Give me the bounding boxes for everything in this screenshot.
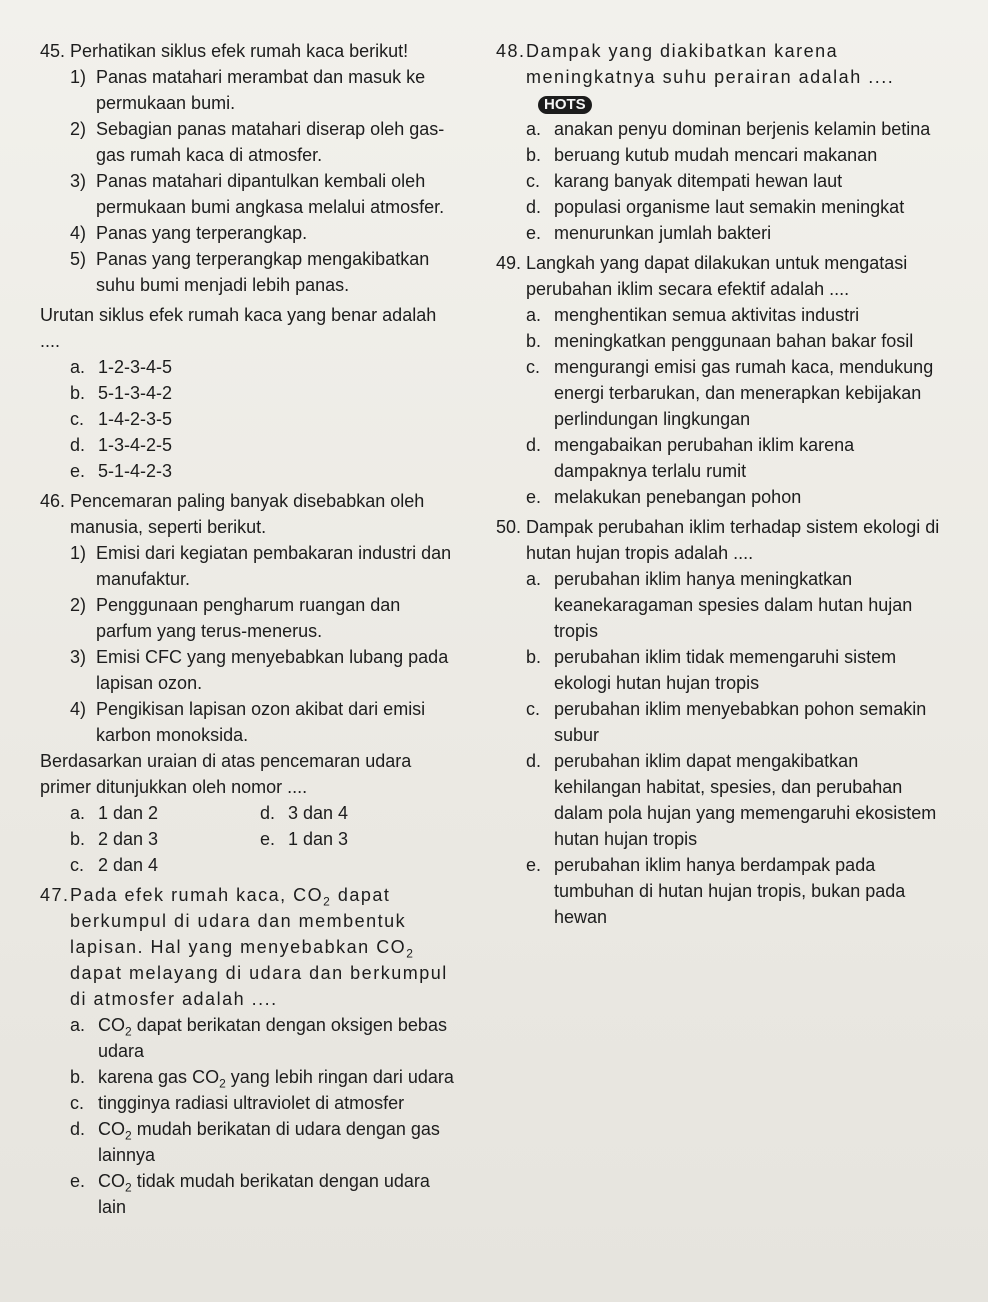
answer-option[interactable]	[260, 826, 450, 852]
answer-option[interactable]	[526, 696, 946, 748]
option-text: populasi organisme laut semakin meningkat	[554, 197, 905, 217]
answer-option[interactable]	[70, 1064, 460, 1090]
co2-formula	[376, 937, 415, 961]
answer-option[interactable]	[70, 800, 260, 826]
option-text: karang banyak ditempati hewan laut	[554, 171, 843, 191]
question-number: 47.	[40, 885, 70, 905]
answer-option[interactable]	[526, 168, 946, 194]
answer-option[interactable]	[70, 1168, 460, 1220]
option-text	[98, 1012, 460, 1064]
option-text	[98, 1116, 460, 1168]
option-text: mengabaikan perubahan iklim karena dampaknya terlalu rumit	[554, 435, 855, 481]
option-text: mengurangi emisi gas rumah kaca, mendukung energi terbarukan, dan menerapkan kebijakan perlindungan lingkungan	[554, 357, 934, 429]
question-stem	[70, 882, 460, 1012]
hots-badge: HOTS	[538, 96, 592, 114]
answer-option[interactable]	[526, 852, 946, 930]
option-key: e.	[526, 487, 542, 507]
answer-option[interactable]	[526, 644, 946, 696]
option-key: b.	[70, 829, 86, 849]
item-number: 2)	[70, 595, 87, 615]
answer-option[interactable]	[526, 484, 946, 510]
option-text: melakukan penebangan pohon	[554, 487, 802, 507]
question-title: Langkah yang dapat dilakukan untuk mengatasi perubahan iklim secara efektif adalah ....	[526, 253, 908, 299]
answer-option[interactable]	[70, 354, 460, 380]
option-key: e.	[70, 461, 86, 481]
option-key: d.	[526, 197, 542, 217]
question-title: Pencemaran paling banyak disebabkan oleh manusia, seperti berikut.	[70, 491, 425, 537]
option-key: c.	[70, 1093, 85, 1113]
option-text: 2 dan 3	[98, 829, 159, 849]
list-item	[70, 644, 460, 696]
answer-option[interactable]	[70, 1012, 460, 1064]
formula-co: CO	[293, 885, 324, 905]
question-title: Dampak perubahan iklim terhadap sistem ekologi di hutan hujan tropis adalah ....	[526, 517, 940, 563]
option-key: d.	[70, 1119, 86, 1139]
stem-text: dapat melayang di udara dan berkumpul di atmosfer adalah ....	[70, 963, 448, 1009]
option-text: perubahan iklim dapat mengakibatkan kehilangan habitat, spesies, dan perubahan dalam pola hujan yang memengaruhi ekosistem hutan hujan tropis	[554, 751, 937, 849]
list-item	[70, 540, 460, 592]
formula-subscript: 2	[219, 1076, 226, 1091]
option-key: b.	[526, 145, 542, 165]
item-number: 1)	[70, 543, 87, 563]
formula-subscript: 2	[125, 1128, 132, 1143]
formula-co: CO	[376, 937, 407, 957]
option-key: a.	[70, 803, 86, 823]
item-number: 2)	[70, 119, 87, 139]
option-post: yang lebih ringan dari udara	[230, 1067, 454, 1087]
question-number: 48.	[496, 41, 526, 61]
option-text: perubahan iklim tidak memengaruhi sistem ekologi hutan hujan tropis	[554, 647, 897, 693]
option-key: e.	[70, 1171, 86, 1191]
question-45	[40, 38, 460, 484]
list-item	[70, 592, 460, 644]
list-item	[70, 696, 460, 748]
answer-option[interactable]	[260, 800, 450, 826]
question-48	[496, 38, 946, 246]
option-key: a.	[70, 1015, 86, 1035]
question-50	[496, 514, 946, 930]
formula-co: CO	[98, 1015, 125, 1035]
option-key: e.	[260, 829, 276, 849]
question-prompt: Urutan siklus efek rumah kaca yang benar adalah ....	[40, 305, 437, 351]
option-key: a.	[70, 357, 86, 377]
answer-option[interactable]	[526, 566, 946, 644]
item-number: 1)	[70, 67, 87, 87]
answer-option[interactable]	[70, 826, 260, 852]
answer-option[interactable]	[70, 406, 460, 432]
item-number: 4)	[70, 223, 87, 243]
co2-formula	[293, 885, 332, 909]
answer-option[interactable]	[526, 432, 946, 484]
question-number: 50.	[496, 517, 522, 537]
option-key: b.	[526, 331, 542, 351]
question-prompt: Berdasarkan uraian di atas pencemaran udara primer ditunjukkan oleh nomor ....	[40, 751, 412, 797]
option-text: perubahan iklim menyebabkan pohon semakin subur	[554, 699, 927, 745]
list-item	[70, 220, 460, 246]
answer-option[interactable]	[70, 380, 460, 406]
option-key: e.	[526, 223, 542, 243]
answer-option[interactable]	[526, 354, 946, 432]
item-text: Emisi CFC yang menyebabkan lubang pada lapisan ozon.	[96, 647, 449, 693]
option-key: e.	[526, 855, 542, 875]
option-key: d.	[526, 435, 542, 455]
question-title: Perhatikan siklus efek rumah kaca berikut!	[70, 41, 409, 61]
option-pre: karena gas	[98, 1067, 188, 1087]
option-key: b.	[70, 1067, 86, 1087]
option-key: c.	[526, 171, 541, 191]
list-item	[70, 168, 460, 220]
option-text: 3 dan 4	[288, 803, 349, 823]
list-item	[70, 246, 460, 298]
formula-subscript: 2	[125, 1180, 132, 1195]
stem-text: dapat berkumpul di udara dan membentuk lapisan. Hal yang menyebabkan	[70, 885, 407, 957]
item-number: 5)	[70, 249, 87, 269]
option-post: mudah berikatan di udara dengan gas lainnya	[98, 1119, 440, 1165]
option-post: dapat berikatan dengan oksigen bebas udara	[98, 1015, 447, 1061]
answer-option[interactable]	[70, 1090, 460, 1116]
option-key: d.	[260, 803, 276, 823]
option-key: a.	[526, 305, 542, 325]
answer-option[interactable]	[526, 116, 946, 142]
answer-option[interactable]	[526, 220, 946, 246]
question-47	[40, 882, 460, 1220]
option-text: 5-1-3-4-2	[98, 383, 173, 403]
item-text: Penggunaan pengharum ruangan dan parfum yang terus-menerus.	[96, 595, 401, 641]
answer-option[interactable]	[526, 142, 946, 168]
option-text	[98, 1064, 460, 1090]
option-text: beruang kutub mudah mencari makanan	[554, 145, 878, 165]
question-number: 49.	[496, 253, 522, 273]
option-key: c.	[70, 855, 85, 875]
option-text: 1-2-3-4-5	[98, 357, 173, 377]
item-number: 3)	[70, 171, 87, 191]
list-item	[70, 64, 460, 116]
option-text: anakan penyu dominan berjenis kelamin betina	[554, 119, 931, 139]
answer-option[interactable]	[526, 748, 946, 852]
option-post: tidak mudah berikatan dengan udara lain	[98, 1171, 430, 1217]
formula-subscript: 2	[323, 894, 332, 909]
option-text: 1-3-4-2-5	[98, 435, 173, 455]
question-title: Dampak yang diakibatkan karena meningkatnya suhu perairan adalah ....	[526, 41, 895, 87]
question-number: 45.	[40, 41, 66, 61]
option-text: 1 dan 3	[288, 829, 349, 849]
answer-option[interactable]	[70, 458, 460, 484]
item-text: Sebagian panas matahari diserap oleh gas-gas rumah kaca di atmosfer.	[96, 119, 445, 165]
left-column	[40, 38, 460, 1220]
option-key: a.	[526, 569, 542, 589]
option-text: 1 dan 2	[98, 803, 159, 823]
option-text: perubahan iklim hanya meningkatkan keanekaragaman spesies dalam hutan hujan tropis	[554, 569, 913, 641]
item-text: Pengikisan lapisan ozon akibat dari emisi karbon monoksida.	[96, 699, 426, 745]
option-text	[98, 1168, 460, 1220]
option-key: d.	[70, 435, 86, 455]
question-46	[40, 488, 460, 878]
formula-subscript: 2	[125, 1024, 132, 1039]
item-text: Emisi dari kegiatan pembakaran industri dan manufaktur.	[96, 543, 452, 589]
formula-co: CO	[98, 1119, 125, 1139]
option-text: meningkatkan penggunaan bahan bakar fosil	[554, 331, 914, 351]
option-text: 5-1-4-2-3	[98, 461, 173, 481]
answer-option[interactable]	[526, 328, 946, 354]
answer-options	[70, 800, 460, 878]
option-text: menurunkan jumlah bakteri	[554, 223, 772, 243]
item-text: Panas yang terperangkap.	[96, 223, 308, 243]
option-text: tingginya radiasi ultraviolet di atmosfer	[98, 1093, 405, 1113]
answer-option[interactable]	[70, 1116, 460, 1168]
question-49	[496, 250, 946, 510]
answer-option[interactable]	[526, 302, 946, 328]
option-key: d.	[526, 751, 542, 771]
item-text: Panas yang terperangkap mengakibatkan suhu bumi menjadi lebih panas.	[96, 249, 430, 295]
item-text: Panas matahari merambat dan masuk ke permukaan bumi.	[96, 67, 426, 113]
formula-co: CO	[98, 1171, 125, 1191]
option-key: c.	[526, 699, 541, 719]
option-text: perubahan iklim hanya berdampak pada tumbuhan di hutan hujan tropis, bukan pada hewan	[554, 855, 906, 927]
answer-option[interactable]	[526, 194, 946, 220]
formula-co: CO	[192, 1067, 220, 1087]
option-key: b.	[526, 647, 542, 667]
option-key: c.	[70, 409, 85, 429]
formula-subscript: 2	[406, 946, 415, 961]
question-number: 46.	[40, 491, 66, 511]
option-text: 1-4-2-3-5	[98, 409, 173, 429]
option-text: menghentikan semua aktivitas industri	[554, 305, 860, 325]
option-key: b.	[70, 383, 86, 403]
item-number: 3)	[70, 647, 87, 667]
answer-option[interactable]	[70, 852, 260, 878]
option-key: a.	[526, 119, 542, 139]
option-text: 2 dan 4	[98, 855, 159, 875]
answer-option[interactable]	[70, 432, 460, 458]
item-number: 4)	[70, 699, 87, 719]
stem-text: Pada efek rumah kaca,	[70, 885, 287, 905]
option-key: c.	[526, 357, 541, 377]
item-text: Panas matahari dipantulkan kembali oleh permukaan bumi angkasa melalui atmosfer.	[96, 171, 445, 217]
right-column	[496, 38, 946, 930]
list-item	[70, 116, 460, 168]
